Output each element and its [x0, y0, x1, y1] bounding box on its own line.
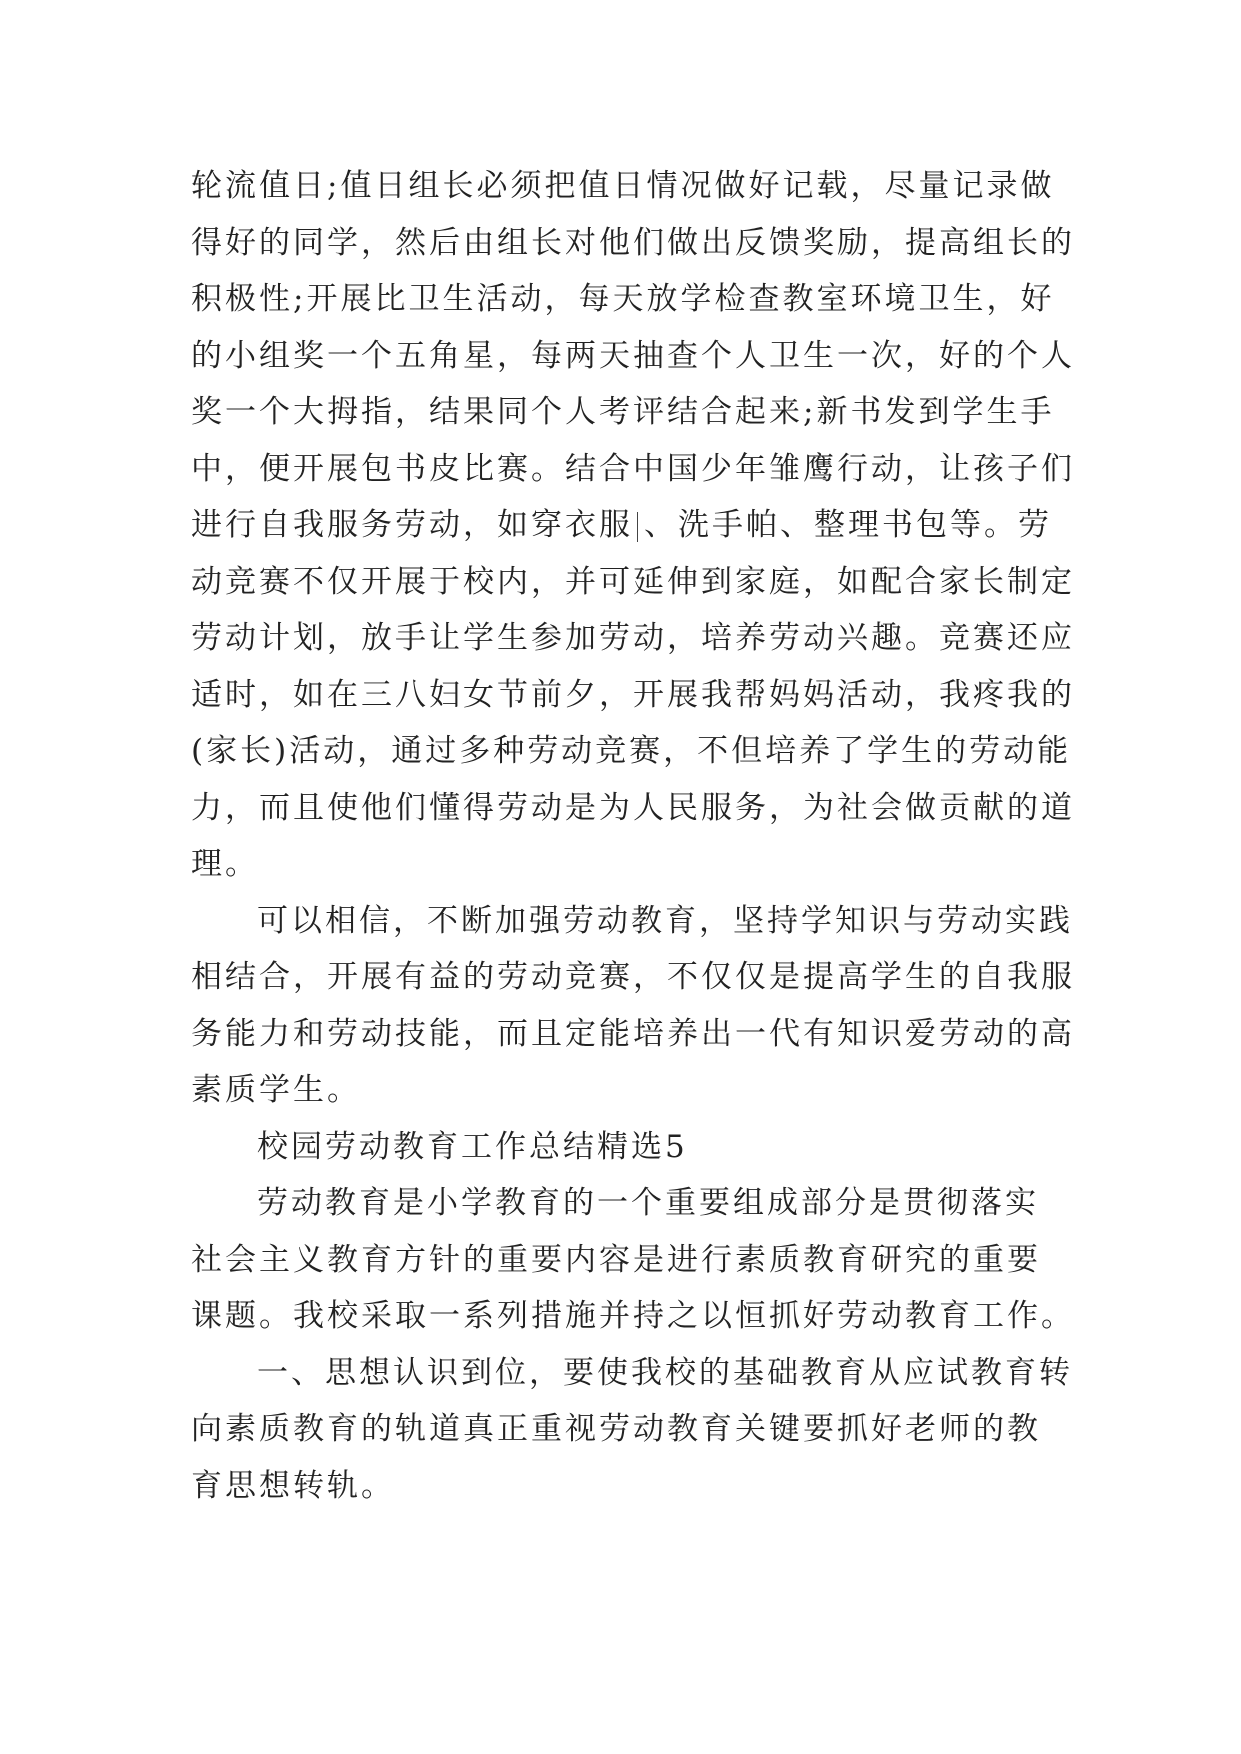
text-line: (家长)活动，通过多种劳动竞赛，不但培养了学生的劳动能 — [191, 733, 1072, 769]
text-line: 社会主义教育方针的重要内容是进行素质教育研究的重要 — [191, 1241, 1041, 1278]
text-line: 得好的同学，然后由组长对他们做出反馈奖励，提高组长的 — [191, 224, 1075, 261]
paragraph-first-line: 可以相信，不断加强劳动教育，坚持学知识与劳动实践 — [257, 902, 1073, 939]
section-heading: 校园劳动教育工作总结精选5 — [257, 1128, 688, 1165]
text-line — [191, 497, 1051, 554]
text-segment: 进行自我服务劳动，如穿衣服 — [191, 507, 633, 543]
text-line: 奖一个大拇指，结果同个人考评结合起来;新书发到学生手 — [191, 394, 1055, 430]
text-line: 积极性;开展比卫生活动，每天放学检查教室环境卫生，好 — [191, 281, 1055, 317]
text-line: 动竞赛不仅开展于校内，并可延伸到家庭，如配合家长制定 — [191, 563, 1075, 600]
text-line: 素质学生。 — [191, 1072, 361, 1108]
text-line: 力，而且使他们懂得劳动是为人民服务，为社会做贡献的道 — [191, 789, 1075, 826]
text-line: 中，便开展包书皮比赛。结合中国少年雏鹰行动，让孩子们 — [191, 450, 1075, 487]
paragraph-first-line: 一、思想认识到位，要使我校的基础教育从应试教育转 — [257, 1354, 1073, 1391]
text-line: 向素质教育的轨道真正重视劳动教育关键要抓好老师的教 — [191, 1411, 1041, 1447]
text-line: 适时，如在三八妇女节前夕，开展我帮妈妈活动，我疼我的 — [191, 676, 1075, 713]
text-line: 相结合，开展有益的劳动竞赛，不仅仅是提高学生的自我服 — [191, 959, 1075, 995]
text-line: 育思想转轨。 — [191, 1467, 395, 1504]
text-line: 劳动计划，放手让学生参加劳动，培养劳动兴趣。竞赛还应 — [191, 620, 1075, 656]
text-line: 轮流值日;值日组长必须把值日情况做好记载，尽量记录做 — [191, 168, 1055, 204]
text-line: 务能力和劳动技能，而且定能培养出一代有知识爱劳动的高 — [191, 1015, 1075, 1052]
text-line: 理。 — [191, 846, 259, 882]
text-line: 的小组奖一个五角星，每两天抽查个人卫生一次，好的个人 — [191, 337, 1075, 374]
text-segment: 、洗手帕、整理书包等。劳 — [644, 507, 1052, 543]
paragraph-first-line: 劳动教育是小学教育的一个重要组成部分是贯彻落实 — [257, 1185, 1039, 1221]
text-cursor — [637, 512, 638, 542]
document-body — [191, 158, 1075, 1514]
text-line: 课题。我校采取一系列措施并持之以恒抓好劳动教育工作。 — [191, 1298, 1075, 1334]
